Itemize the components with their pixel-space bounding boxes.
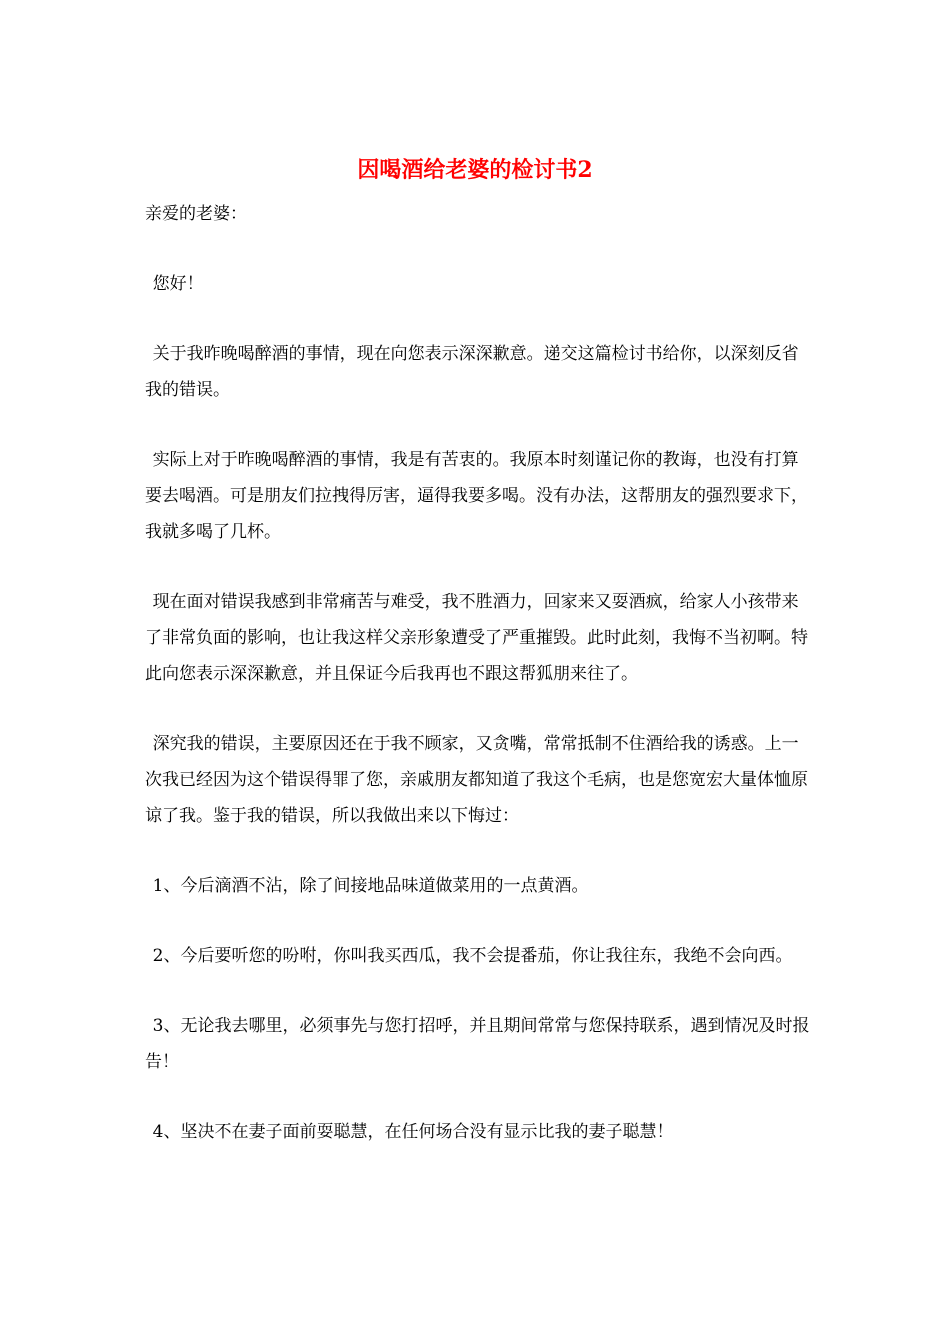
document-body [145,196,813,1184]
paragraph-analysis: 深究我的错误，主要原因还在于我不顾家，又贪嘴，常常抵制不住酒给我的诱惑。上一次我已经因为这个错误得罪了您，亲戚朋友都知道了我这个毛病，也是您宽宏大量体恤原谅了我。鉴于我的错误，所以我做出来以下悔过： [145,734,808,826]
paragraph-regret: 现在面对错误我感到非常痛苦与难受，我不胜酒力，回家来又耍酒疯，给家人小孩带来了非常负面的影响，也让我这样父亲形象遭受了严重摧毁。此时此刻，我悔不当初啊。特此向您表示深深歉意，并且保证今后我再也不跟这帮狐朋来往了。 [145,592,808,684]
paragraph-apology: 关于我昨晚喝醉酒的事情，现在向您表示深深歉意。递交这篇检讨书给你，以深刻反省我的错误。 [145,344,799,400]
list-item-3: 3、无论我去哪里，必须事先与您打招呼，并且期间常常与您保持联系，遇到情况及时报告！ [145,1016,810,1072]
document-title: 因喝酒给老婆的检讨书2 [357,157,593,183]
list-item-4: 4、坚决不在妻子面前耍聪慧，在任何场合没有显示比我的妻子聪慧！ [152,1122,674,1142]
list-item-2: 2、今后要听您的吩咐，你叫我买西瓜，我不会提番茄，你让我往东，我绝不会向西。 [152,946,793,966]
salutation: 亲爱的老婆： [145,204,247,224]
list-item-1: 1、今后滴酒不沾，除了间接地品味道做菜用的一点黄酒。 [152,876,589,896]
greeting: 您好！ [152,274,204,294]
paragraph-reason: 实际上对于昨晚喝醉酒的事情，我是有苦衷的。我原本时刻谨记你的教诲，也没有打算要去喝酒。可是朋友们拉拽得厉害，逼得我要多喝。没有办法，这帮朋友的强烈要求下，我就多喝了几杯。 [145,450,808,542]
